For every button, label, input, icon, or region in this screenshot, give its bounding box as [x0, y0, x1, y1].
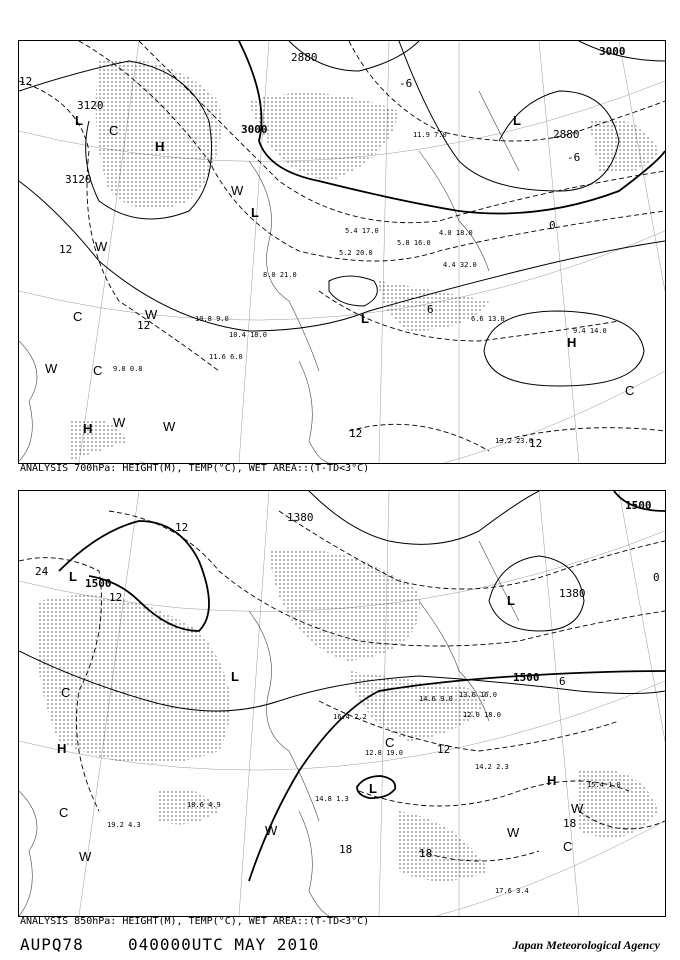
- high-pressure-marker: H: [83, 421, 93, 436]
- isotherm-label: 12: [59, 243, 73, 256]
- station-obs: 19.2 4.3: [107, 821, 141, 829]
- station-obs: 18.6 4.9: [187, 801, 221, 809]
- cold-center-marker: C: [625, 383, 635, 398]
- isotherm-label: 18: [339, 843, 353, 856]
- station-obs: 10.4 18.0: [229, 331, 267, 339]
- isotherm-label: 12: [137, 319, 151, 332]
- contour-label: 1380: [559, 587, 586, 600]
- low-pressure-marker: L: [361, 311, 369, 326]
- contour-label: 3120: [77, 99, 104, 112]
- low-pressure-marker: L: [231, 669, 239, 684]
- contour-label: 3000: [599, 45, 626, 58]
- isotherm-label: 0: [549, 219, 556, 232]
- high-pressure-marker: H: [567, 335, 577, 350]
- station-obs: 14.2 2.3: [475, 763, 509, 771]
- contour-label: 3000: [241, 123, 268, 136]
- wet-areas: [69, 59, 659, 461]
- isotherm-label: -6: [399, 77, 413, 90]
- low-pressure-marker: L: [507, 593, 515, 608]
- low-pressure-marker: L: [251, 205, 259, 220]
- map-700hpa: [18, 40, 666, 464]
- isotherm-label: 6: [559, 675, 566, 688]
- station-obs: 5.4 17.0: [345, 227, 379, 235]
- station-obs: 11.6 6.0: [209, 353, 243, 361]
- isotherm-label: 12: [175, 521, 189, 534]
- isotherm-label: 12: [19, 75, 33, 88]
- isotherm-label: 12: [529, 437, 543, 450]
- station-obs: 13.2 23.0: [495, 437, 533, 445]
- station-obs: 13.6 16.0: [459, 691, 497, 699]
- isotherm-label: 0: [653, 571, 660, 584]
- isotherm-label: 24: [35, 565, 49, 578]
- station-obs: 5.2 20.0: [339, 249, 373, 257]
- station-obs: 4.0 18.0: [439, 229, 473, 237]
- contour-label: 2880: [553, 128, 580, 141]
- high-pressure-marker: H: [155, 139, 165, 154]
- station-obs: 9.4 14.0: [573, 327, 607, 335]
- station-obs: 8.0 21.0: [263, 271, 297, 279]
- warm-center-marker: W: [45, 361, 58, 376]
- station-obs: 5.8 16.0: [397, 239, 431, 247]
- cold-center-marker: C: [385, 735, 395, 750]
- station-obs: 14.8 1.3: [315, 795, 349, 803]
- cold-center-marker: C: [59, 805, 69, 820]
- station-obs: 14.6 9.0: [419, 695, 453, 703]
- station-obs: 17.6 3.4: [495, 887, 529, 895]
- warm-center-marker: W: [231, 183, 244, 198]
- station-obs: 11.9 7.0: [413, 131, 447, 139]
- contour-label: 3120: [65, 173, 92, 186]
- map-700hpa-caption: ANALYSIS 700hPa: HEIGHT(M), TEMP(°C), WET AREA::(T-TD<3°C): [20, 463, 370, 474]
- contour-label: 1500: [625, 499, 652, 512]
- station-obs: 10.8 9.0: [195, 315, 229, 323]
- station-obs: 12.0 18.0: [463, 711, 501, 719]
- analysis-time: 040000UTC MAY 2010: [128, 935, 320, 954]
- map-850hpa-caption: ANALYSIS 850hPa: HEIGHT(M), TEMP(°C), WET AREA::(T-TD<3°C): [20, 916, 370, 927]
- map-850hpa-canvas: [19, 491, 665, 916]
- low-pressure-marker: L: [75, 113, 83, 128]
- contour-label: 2880: [291, 51, 318, 64]
- station-obs: 12.8 19.0: [365, 749, 403, 757]
- warm-center-marker: W: [571, 801, 584, 816]
- map-850hpa: [18, 490, 666, 917]
- cold-center-marker: C: [563, 839, 573, 854]
- high-pressure-marker: H: [547, 773, 557, 788]
- isotherm-label: 12: [109, 591, 123, 604]
- contour-label: 1380: [287, 511, 314, 524]
- cold-center-marker: C: [61, 685, 71, 700]
- station-obs: 6.6 13.0: [471, 315, 505, 323]
- map-700hpa-canvas: [19, 41, 665, 463]
- cold-center-marker: C: [109, 123, 119, 138]
- low-pressure-marker: L: [513, 113, 521, 128]
- isotherm-label: 6: [427, 303, 434, 316]
- warm-center-marker: W: [507, 825, 520, 840]
- station-obs: 4.4 32.0: [443, 261, 477, 269]
- low-pressure-marker: L: [369, 781, 377, 796]
- low-pressure-marker: L: [69, 569, 77, 584]
- warm-center-marker: W: [95, 239, 108, 254]
- warm-center-marker: W: [113, 415, 126, 430]
- isotherm-label: 12: [437, 743, 451, 756]
- agency-credit: Japan Meteorological Agency: [512, 938, 660, 952]
- isotherm-label: 18: [419, 847, 433, 860]
- station-obs: 15.4 1.0: [587, 781, 621, 789]
- cold-center-marker: C: [93, 363, 103, 378]
- warm-center-marker: W: [163, 419, 176, 434]
- chart-code: AUPQ78: [20, 935, 84, 954]
- warm-center-marker: W: [265, 823, 278, 838]
- station-obs: 9.8 0.8: [113, 365, 143, 373]
- contour-label: 1500: [513, 671, 540, 684]
- cold-center-marker: C: [73, 309, 83, 324]
- warm-center-marker: W: [145, 307, 158, 322]
- contour-label: 1500: [85, 577, 112, 590]
- station-obs: 16.4 2.2: [333, 713, 367, 721]
- isotherm-label: 12: [349, 427, 363, 440]
- high-pressure-marker: H: [57, 741, 67, 756]
- warm-center-marker: W: [79, 849, 92, 864]
- isotherm-label: -6: [567, 151, 581, 164]
- isotherm-label: 18: [563, 817, 577, 830]
